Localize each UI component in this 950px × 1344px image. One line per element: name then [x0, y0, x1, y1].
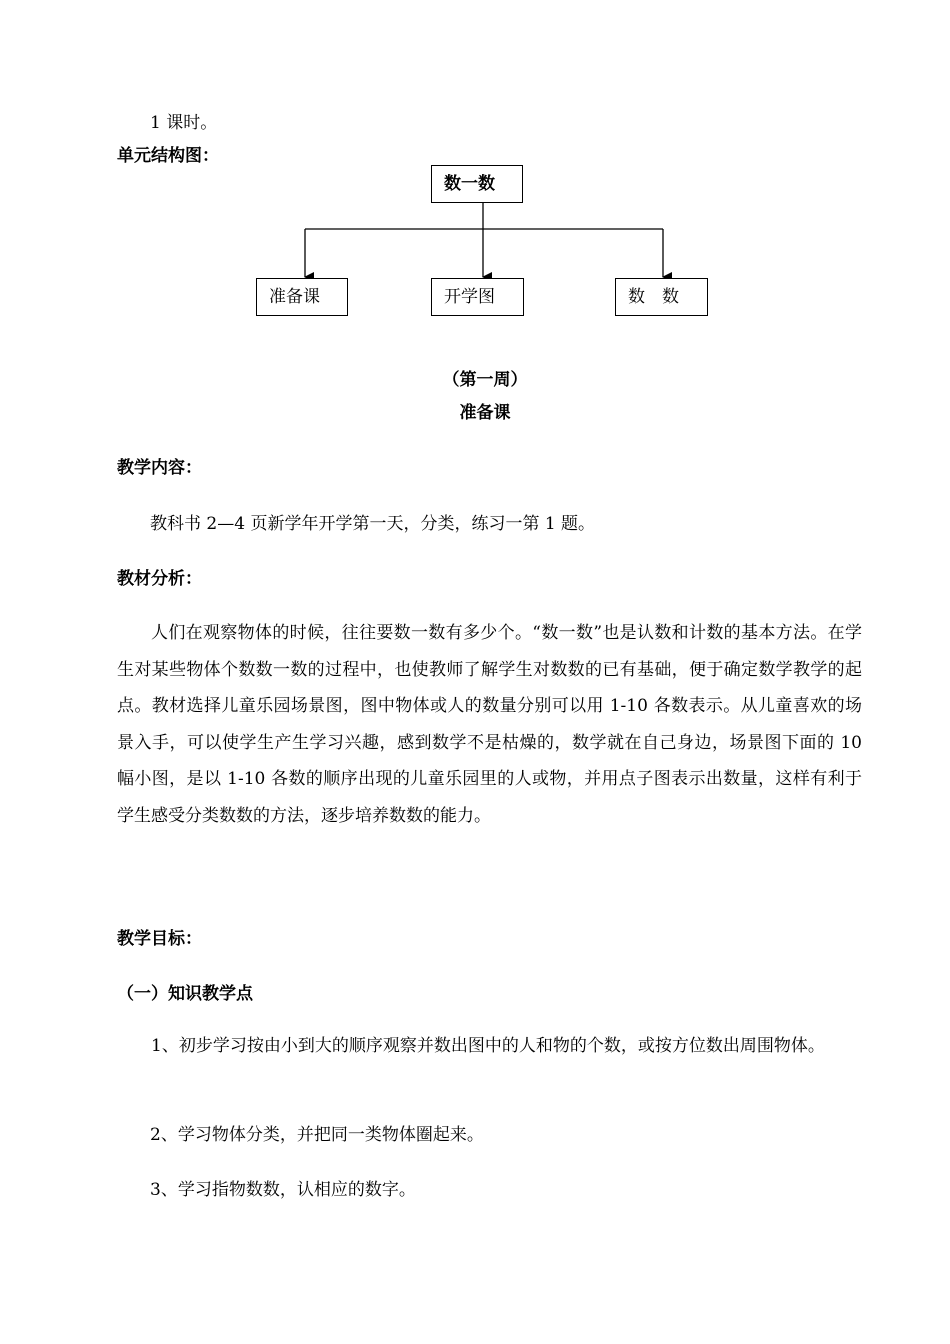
diagram-child-box-1: 准备课 — [256, 278, 348, 316]
lesson-title: 准备课 — [459, 403, 511, 423]
goal-item-1: 1、初步学习按由小到大的顺序观察并数出图中的人和物的个数，或按方位数出周围物体。 — [151, 1036, 825, 1056]
knowledge-heading: （一）知识教学点 — [117, 984, 253, 1004]
content-text: 教科书 2—4 页新学年开学第一天，分类，练习一第 1 题。 — [150, 514, 596, 534]
diagram-child-box-3: 数 数 — [615, 278, 708, 316]
goal-item-2: 2、学习物体分类，并把同一类物体圈起来。 — [150, 1125, 484, 1145]
structure-heading: 单元结构图： — [117, 146, 219, 166]
goal-item-3: 3、学习指物数数，认相应的数字。 — [150, 1180, 416, 1200]
analysis-heading: 教材分析： — [117, 569, 202, 589]
content-heading: 教学内容： — [117, 458, 202, 478]
analysis-paragraph: 人们在观察物体的时候，往往要数一数有多少个。“数一数”也是认数和计数的基本方法。在学生对某些物体个数数一数的过程中，也使教师了解学生对数数的已有基础，便于确定数学教学的起点。教材选择儿童乐园场景图，图中物体或人的数量分别可以用 1-10 各数表示。从儿童喜欢的场景入手，可以使学生产生学习兴趣，感到数学不是枯燥的，数学就在自己身边，场景图下面的 10 幅小图，是以 1-10 各数的顺序出现的儿童乐园里的人或物，并用点子图表示出数量，这样有利于学生感受分类数数的方法，逐步培养数数的能力。 — [117, 623, 862, 826]
intro-line: 1 课时。 — [150, 113, 218, 133]
week-title: （第一周） — [442, 370, 528, 390]
goals-heading: 教学目标： — [117, 929, 202, 949]
diagram-root-box: 数一数 — [431, 165, 523, 203]
diagram-child-box-2: 开学图 — [431, 278, 524, 316]
